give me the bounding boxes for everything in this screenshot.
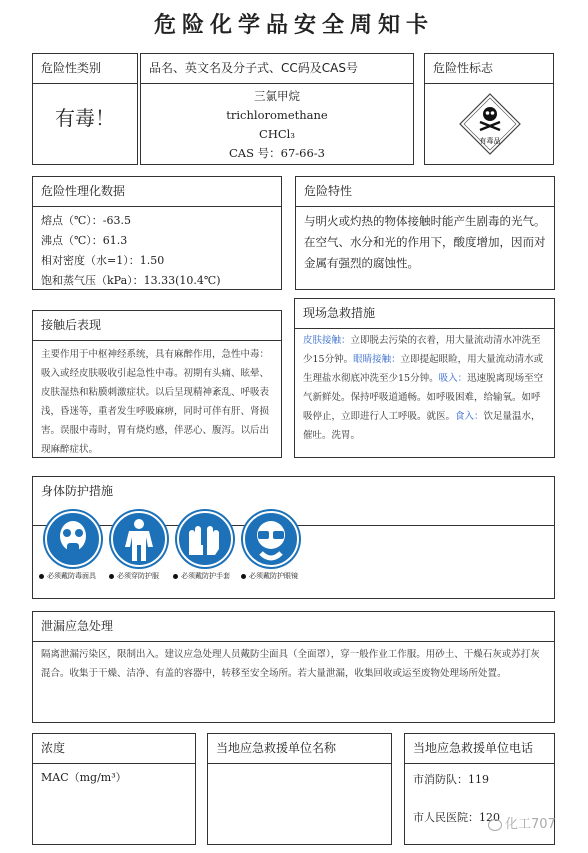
rescue-unit-box <box>207 733 392 845</box>
hazard-class-value: 有毒！ <box>55 106 115 130</box>
ingestion-text: 饮足量温水，催吐。洗胃。 <box>303 411 541 441</box>
exposure-header: 接触后表现 <box>33 311 281 341</box>
hazard-props-text: 与明火或灼热的物体接触时能产生剧毒的光气。在空气、水分和光的作用下，酸度增加，因而对金属有强烈的腐蚀性。 <box>304 214 546 270</box>
eye-contact-text: 立即提起眼睑，用大量流动清水或生理盐水彻底冲洗至少15分钟。 <box>303 354 544 384</box>
relative-density: 相对密度（水=1）：1.50 <box>41 254 165 267</box>
inhalation-text: 迅速脱离现场至空气新鲜处。保持呼吸道通畅。如呼吸困难，给输氧。如呼吸停止，立即进行人工呼吸。就医。 <box>303 373 544 422</box>
ingestion-label: 食入： <box>455 411 484 422</box>
fire-dept-phone: 市消防队：119 <box>413 773 489 786</box>
skin-contact-text: 立即脱去污染的衣着，用大量流动清水冲洗至少15分钟。 <box>303 335 541 365</box>
ppe-caption-1: 必须戴防毒面具 <box>39 571 96 581</box>
gloves-icon <box>175 509 235 569</box>
eye-contact-label: 眼睛接触： <box>353 354 401 365</box>
chemical-name-cn: 三氯甲烷 <box>254 89 300 103</box>
chemical-formula: CHCl₃ <box>259 127 295 141</box>
first-aid-header: 现场急救措施 <box>295 299 554 329</box>
physchem-header: 危险性理化数据 <box>33 177 281 207</box>
rescue-unit-header: 当地应急救援单位名称 <box>208 734 391 764</box>
hazard-sign-box <box>424 53 554 165</box>
hazard-class-header: 危险性类别 <box>33 54 137 84</box>
protective-suit-icon <box>109 509 169 569</box>
ppe-header: 身体防护措施 <box>41 484 114 498</box>
skin-contact-label: 皮肤接触： <box>303 335 351 346</box>
page-title: 危险化学品安全周知卡 <box>153 13 434 38</box>
cas-number: CAS 号：67-66-3 <box>229 146 325 160</box>
chemical-name-en: trichloromethane <box>226 108 328 122</box>
ppe-caption-3: 必须戴防护手套 <box>173 571 230 581</box>
names-box <box>140 53 414 165</box>
spill-box <box>32 611 555 723</box>
ppe-caption-4: 必须戴防护眼镜 <box>241 571 298 581</box>
gas-mask-icon <box>43 509 103 569</box>
concentration-header: 浓度 <box>33 734 195 764</box>
hazard-sign-header: 危险性标志 <box>425 54 553 84</box>
hazard-props-header: 危险特性 <box>296 177 554 207</box>
ppe-box <box>32 476 555 599</box>
exposure-box <box>32 310 282 458</box>
ppe-caption-2: 必须穿防护服 <box>109 571 159 581</box>
hazard-props-box <box>295 176 555 290</box>
first-aid-text <box>303 331 546 445</box>
inhalation-label: 吸入： <box>438 373 468 384</box>
vapor-pressure: 饱和蒸气压（kPa）：13.33(10.4℃) <box>41 274 221 287</box>
toxic-sign-label: 有毒品 <box>479 137 501 145</box>
rescue-phone-header: 当地应急救援单位电话 <box>405 734 554 764</box>
melting-point: 熔点（℃）：-63.5 <box>41 214 132 227</box>
watermark: 化工707 <box>488 813 556 832</box>
names-header: 品名、英文名及分子式、CC码及CAS号 <box>141 54 413 84</box>
first-aid-box <box>294 298 555 458</box>
physchem-box <box>32 176 282 290</box>
goggles-icon <box>241 509 301 569</box>
wechat-icon <box>488 819 502 831</box>
spill-text: 隔离泄漏污染区，限制出入。建议应急处理人员戴防尘面具（全面罩），穿一般作业工作服。用砂土、干燥石灰或苏打灰混合。收集于干燥、洁净、有盖的容器中，转移至安全场所。若大量泄漏，收集回收或运至废物处理场所处置。 <box>41 649 540 679</box>
spill-header: 泄漏应急处理 <box>33 612 554 642</box>
hazard-class-box <box>32 53 138 165</box>
exposure-text: 主要作用于中枢神经系统，具有麻醉作用，急性中毒：吸入或经皮肤吸收引起急性中毒。初期有头痛、眩晕、皮肤湿热和粘膜刺激症状。以后呈现精神紊乱、呼吸表浅，昏迷等，重者发生呼吸麻痹，同时可伴有肝、肾损害。误服中毒时，胃有烧灼感，伴恶心、腹泻。以后出现麻醉症状。 <box>41 349 270 455</box>
hospital-phone: 市人民医院：120 <box>413 811 500 824</box>
boiling-point: 沸点（℃）：61.3 <box>41 234 128 247</box>
toxic-diamond-icon <box>458 92 522 156</box>
concentration-box <box>32 733 196 845</box>
mac-value: MAC（mg/m³） <box>41 771 127 784</box>
